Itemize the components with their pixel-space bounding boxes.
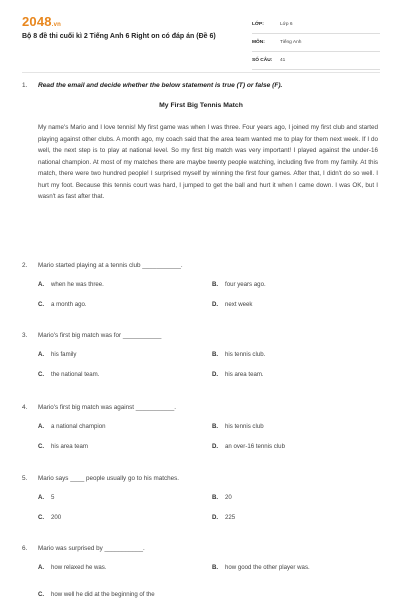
answer-option-d[interactable]: [212, 371, 264, 378]
option-text: 200: [51, 514, 62, 521]
option-text: a month ago.: [51, 301, 87, 308]
option-text: next week: [225, 301, 253, 308]
passage-title: My First Big Tennis Match: [159, 102, 243, 109]
option-text: 225: [225, 514, 236, 521]
site-logo[interactable]: [22, 14, 61, 29]
question-text: Mario's first big match was for ___________: [38, 332, 162, 339]
option-text: 20: [225, 494, 232, 501]
option-key: C.: [38, 301, 45, 308]
option-key: A.: [38, 564, 45, 571]
question-number: 5.: [22, 475, 28, 482]
answer-option-a[interactable]: [38, 351, 76, 358]
reading-passage: My name's Mario and I love tennis! My first game was when I was three. Four years ago, I joined my first club and started playing against other clubs. A month ago, my coach said that the area team wanted me to play for them next week. If I do well, the next step is to play at national level. So my first big match was very important! I played against the under-16 national champion. At most of my matches there are maybe twenty people watching, including five from my family. At this match, there were two hundred people! I surprised myself by winning the first four games. After that, I didn't do so well. I hurt my foot. Because this tennis court was hard, I jumped to get the ball and hurt it when I came down. I was OK, but I wasn't as fast after that.: [38, 124, 378, 201]
answer-option-d[interactable]: [212, 514, 235, 521]
option-key: B.: [212, 494, 219, 501]
question-number: 3.: [22, 332, 28, 339]
meta-value: Tiếng Anh: [280, 40, 302, 45]
answer-option-c[interactable]: [38, 591, 155, 598]
option-key: D.: [212, 443, 219, 450]
meta-key: LỚP:: [252, 22, 264, 27]
option-key: C.: [38, 591, 45, 598]
option-key: B.: [212, 564, 219, 571]
option-text: his area team.: [225, 371, 264, 378]
meta-row-count: [252, 52, 380, 70]
document-header: [22, 14, 380, 72]
option-text: when he was three.: [51, 281, 104, 288]
question-text: Mario was surprised by ___________.: [38, 545, 145, 552]
logo-suffix: .vn: [51, 22, 62, 28]
answer-option-a[interactable]: [38, 494, 54, 501]
meta-value: Lớp 6: [280, 22, 293, 27]
answer-option-c[interactable]: [38, 443, 88, 450]
option-key: D.: [212, 371, 219, 378]
option-key: C.: [38, 371, 45, 378]
option-key: A.: [38, 281, 45, 288]
option-key: B.: [212, 351, 219, 358]
document-title: Bộ 8 đề thi cuối kì 2 Tiếng Anh 6 Right on có đáp án (Đề 6): [22, 33, 216, 40]
option-text: the national team.: [51, 371, 100, 378]
answer-option-d[interactable]: [212, 443, 285, 450]
answer-option-d[interactable]: [212, 301, 252, 308]
option-text: a national champion: [51, 423, 106, 430]
option-key: D.: [212, 514, 219, 521]
answer-option-b[interactable]: [212, 351, 265, 358]
answer-option-b[interactable]: [212, 423, 264, 430]
question-text: Mario's first big match was against ___________.: [38, 404, 177, 411]
question-number: 4.: [22, 404, 28, 411]
option-key: A.: [38, 351, 45, 358]
question-text: Mario started playing at a tennis club ___________.: [38, 262, 183, 269]
logo-text: 2048: [22, 14, 52, 29]
answer-option-b[interactable]: [212, 564, 310, 571]
option-key: A.: [38, 494, 45, 501]
meta-table: [252, 16, 380, 70]
option-text: his family: [51, 351, 77, 358]
option-key: C.: [38, 443, 45, 450]
question-number: 6.: [22, 545, 28, 552]
answer-option-c[interactable]: [38, 301, 87, 308]
option-text: an over-16 tennis club: [225, 443, 285, 450]
option-key: D.: [212, 301, 219, 308]
option-key: B.: [212, 423, 219, 430]
option-key: A.: [38, 423, 45, 430]
option-text: his tennis club: [225, 423, 264, 430]
option-text: his area team: [51, 443, 88, 450]
option-text: 5: [51, 494, 55, 501]
meta-row-class: [252, 16, 380, 34]
header-divider: [22, 72, 380, 73]
option-text: how relaxed he was.: [51, 564, 107, 571]
question-instruction: Read the email and decide whether the below statement is true (T) or false (F).: [38, 82, 283, 89]
answer-option-b[interactable]: [212, 494, 232, 501]
answer-option-b[interactable]: [212, 281, 266, 288]
option-key: C.: [38, 514, 45, 521]
meta-value: 41: [280, 58, 286, 63]
option-text: his tennis club.: [225, 351, 266, 358]
option-text: how well he did at the beginning of the: [51, 591, 155, 598]
answer-option-c[interactable]: [38, 371, 99, 378]
meta-key: SỐ CÂU:: [252, 58, 273, 63]
question-number: 1.: [22, 82, 28, 89]
question-text: Mario says ____ people usually go to his matches.: [38, 475, 180, 482]
option-key: B.: [212, 281, 219, 288]
option-text: how good the other player was.: [225, 564, 310, 571]
question-number: 2.: [22, 262, 28, 269]
meta-key: MÔN:: [252, 40, 265, 45]
answer-option-a[interactable]: [38, 564, 107, 571]
meta-row-subject: [252, 34, 380, 52]
option-text: four years ago.: [225, 281, 266, 288]
answer-option-c[interactable]: [38, 514, 61, 521]
answer-option-a[interactable]: [38, 423, 106, 430]
answer-option-a[interactable]: [38, 281, 104, 288]
